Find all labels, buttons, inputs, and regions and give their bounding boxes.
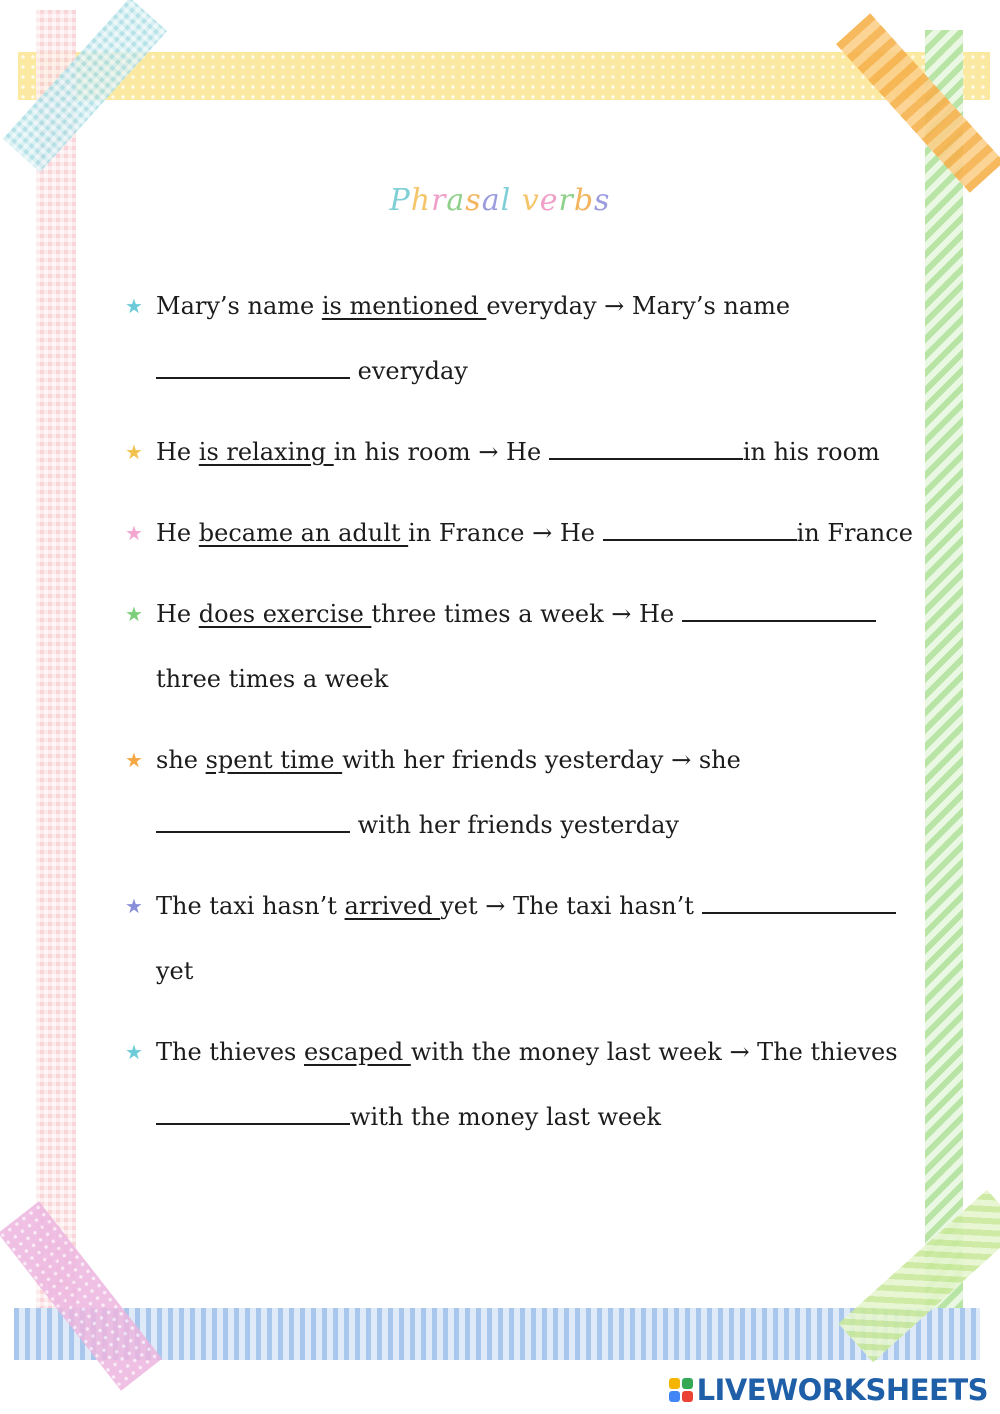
washi-tape-corner-top-right <box>836 13 1000 192</box>
title-letter: a <box>481 183 501 218</box>
liveworksheets-logo <box>669 1373 988 1407</box>
underlined-phrase: is mentioned <box>321 292 487 320</box>
star-icon: ★ <box>125 748 143 772</box>
exercise-item <box>125 1020 915 1150</box>
logo-mark-square <box>669 1391 680 1402</box>
exercise-item <box>125 274 915 404</box>
liveworksheets-logo-icon <box>669 1378 693 1402</box>
washi-tape-bottom <box>14 1308 980 1360</box>
exercise-list <box>125 274 915 1166</box>
exercise-item <box>125 874 915 1004</box>
washi-tape-corner-bottom-left <box>0 1201 162 1391</box>
answer-blank[interactable] <box>702 911 896 914</box>
logo-text: LIVEWORKSHEETS <box>696 1373 988 1407</box>
title-letter: h <box>410 183 432 218</box>
star-icon: ★ <box>125 521 143 545</box>
sentence-middle: in his room → He <box>333 438 549 466</box>
star-icon: ★ <box>125 602 143 626</box>
answer-blank[interactable] <box>682 619 876 622</box>
sentence-end: with the money last week <box>350 1103 662 1131</box>
title-letter: v <box>521 183 540 218</box>
exercise-item <box>125 728 915 858</box>
sentence-end: yet <box>156 957 194 985</box>
sentence-start: The thieves <box>156 1038 304 1066</box>
title-letter: b <box>573 183 595 218</box>
sentence-end: in France <box>796 519 913 547</box>
exercise-item <box>125 582 915 712</box>
title-letter: a <box>446 183 466 218</box>
sentence-start: Mary’s name <box>156 292 322 320</box>
star-icon: ★ <box>125 894 143 918</box>
exercise-item <box>125 501 915 566</box>
sentence-end: with her friends yesterday <box>350 811 679 839</box>
exercise-item <box>125 420 915 485</box>
title-letter: l <box>500 183 512 218</box>
answer-blank[interactable] <box>156 376 350 379</box>
worksheet-title <box>0 183 1000 218</box>
sentence-start: The taxi hasn’t <box>156 892 345 920</box>
underlined-phrase: escaped <box>303 1038 411 1066</box>
underlined-phrase: arrived <box>344 892 441 920</box>
title-letter: s <box>465 183 482 218</box>
star-icon: ★ <box>125 440 143 464</box>
answer-blank[interactable] <box>549 457 743 460</box>
sentence-start: He <box>156 600 199 628</box>
logo-mark-square <box>669 1378 680 1389</box>
logo-mark-square <box>682 1391 693 1402</box>
sentence-middle: yet → The taxi hasn’t <box>440 892 702 920</box>
sentence-middle: with the money last week → The thieves <box>410 1038 898 1066</box>
title-letter: e <box>539 183 559 218</box>
logo-mark-square <box>682 1378 693 1389</box>
sentence-middle: with her friends yesterday → she <box>342 746 741 774</box>
answer-blank[interactable] <box>156 830 350 833</box>
answer-blank[interactable] <box>156 1122 350 1125</box>
washi-tape-right <box>925 30 963 1360</box>
star-icon: ★ <box>125 294 143 318</box>
sentence-middle: in France → He <box>408 519 603 547</box>
title-letter: P <box>389 183 411 218</box>
answer-blank[interactable] <box>603 538 797 541</box>
star-icon: ★ <box>125 1040 143 1064</box>
title-letter <box>511 183 522 218</box>
sentence-middle: everyday → Mary’s name <box>486 292 791 320</box>
title-letter: r <box>558 183 574 218</box>
title-letter: s <box>594 183 611 218</box>
underlined-phrase: is relaxing <box>198 438 334 466</box>
sentence-start: she <box>156 746 206 774</box>
sentence-middle: three times a week → He <box>371 600 682 628</box>
sentence-end: everyday <box>350 357 468 385</box>
sentence-end: three times a week <box>156 665 389 693</box>
sentence-start: He <box>156 519 199 547</box>
underlined-phrase: spent time <box>205 746 343 774</box>
washi-tape-top <box>18 52 990 100</box>
sentence-start: He <box>156 438 199 466</box>
underlined-phrase: does exercise <box>198 600 372 628</box>
sentence-end: in his room <box>742 438 880 466</box>
underlined-phrase: became an adult <box>198 519 409 547</box>
title-letter: r <box>431 183 447 218</box>
